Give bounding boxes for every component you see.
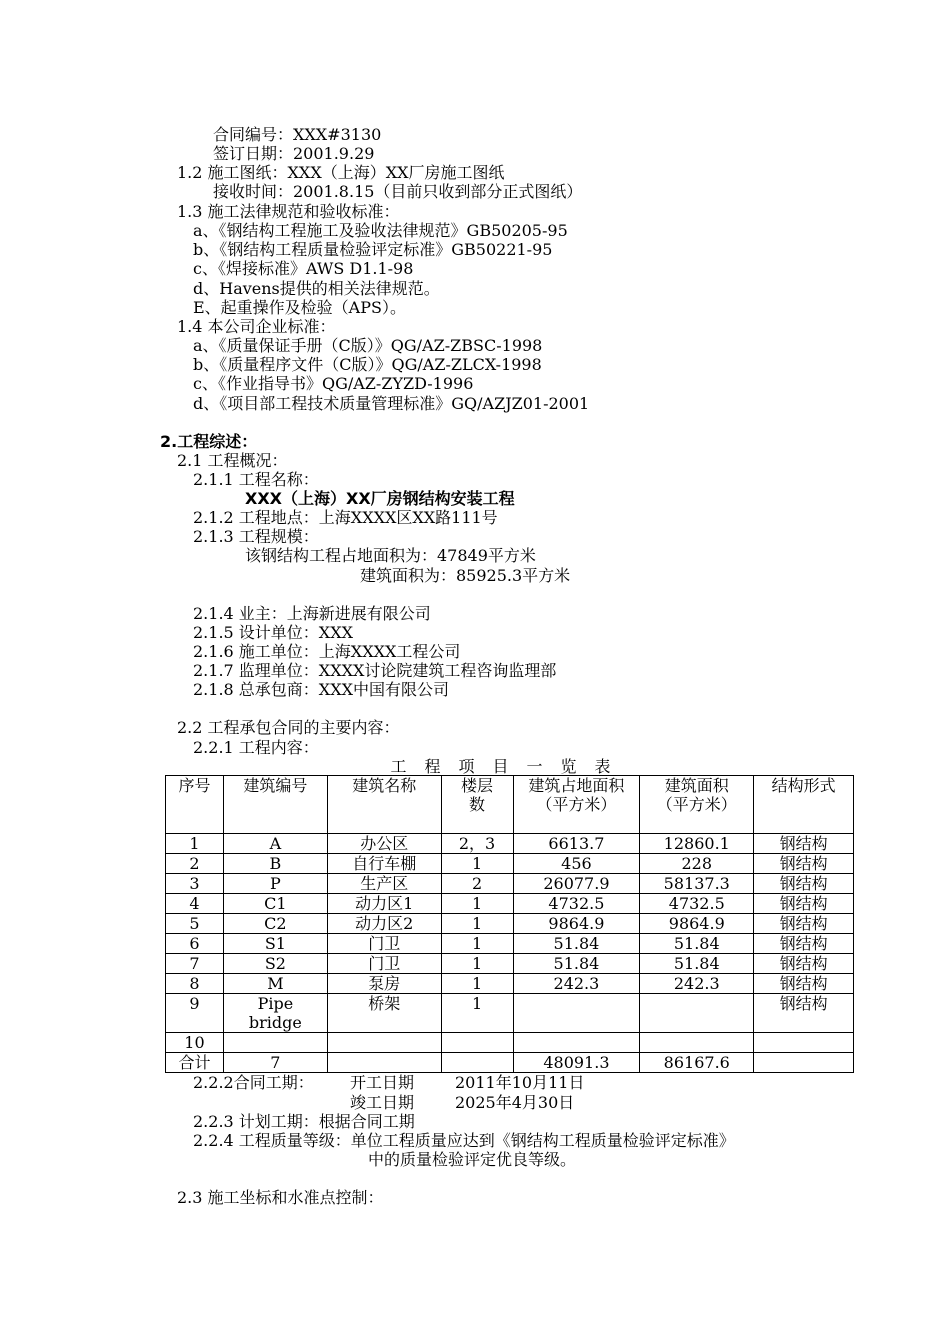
table-total-cell: 合计 [166, 1053, 224, 1073]
table-cell: 6613.7 [513, 834, 640, 854]
header-cell: 建筑名称 [327, 776, 441, 834]
table-cell: 钢结构 [754, 954, 854, 974]
table-cell: 1 [441, 854, 513, 874]
table-cell: 58137.3 [640, 874, 754, 894]
table-cell [640, 1033, 754, 1053]
table-cell: 动力区2 [327, 914, 441, 934]
table-cell: 9864.9 [513, 914, 640, 934]
table-cell: Pipe bridge [223, 994, 327, 1033]
table-cell: 6 [166, 934, 224, 954]
table-cell [640, 994, 754, 1033]
table-cell: 桥架 [327, 994, 441, 1033]
project-name: XXX（上海）XX厂房钢结构安装工程 [245, 489, 515, 508]
project-table [165, 775, 854, 1073]
table-row [166, 894, 854, 914]
table-cell: 2，3 [441, 834, 513, 854]
table-cell: 钢结构 [754, 894, 854, 914]
table-cell: 泵房 [327, 974, 441, 994]
table-cell: 1 [441, 974, 513, 994]
contract-period-label: 2.2.2合同工期： [193, 1073, 314, 1092]
section-2-heading: 2.工程综述： [160, 432, 258, 451]
building-area: 建筑面积为：85925.3平方米 [360, 566, 571, 585]
table-total-cell [441, 1053, 513, 1073]
quality-grade: 2.2.4 工程质量等级：单位工程质量应达到《钢结构工程质量检验评定标准》 [193, 1131, 735, 1150]
table-cell [327, 1033, 441, 1053]
table-cell: 钢结构 [754, 854, 854, 874]
table-cell: 钢结构 [754, 914, 854, 934]
table-cell: 8 [166, 974, 224, 994]
table-cell: 456 [513, 854, 640, 874]
table-total-cell [754, 1053, 854, 1073]
table-cell: 228 [640, 854, 754, 874]
header-cell: 序号 [166, 776, 224, 834]
table-cell: 3 [166, 874, 224, 894]
standard-item: a、《钢结构工程施工及验收法律规范》GB50205-95 [193, 221, 568, 240]
table-cell [223, 1033, 327, 1053]
section-1-2-drawings: 1.2 施工图纸：XXX（上海）XX厂房施工图纸 [177, 163, 505, 182]
table-cell: C1 [223, 894, 327, 914]
table-cell: 2 [441, 874, 513, 894]
table-cell: A [223, 834, 327, 854]
table-cell: 办公区 [327, 834, 441, 854]
table-cell: 51.84 [513, 954, 640, 974]
sign-date: 签订日期：2001.9.29 [213, 144, 375, 163]
section-2-1-heading: 2.1 工程概况： [177, 451, 288, 470]
quality-grade-continued: 中的质量检验评定优良等级。 [368, 1150, 577, 1169]
table-cell: 1 [441, 894, 513, 914]
table-cell: 5 [166, 914, 224, 934]
table-cell: 1 [441, 914, 513, 934]
table-total-row [166, 1053, 854, 1073]
table-cell: 钢结构 [754, 934, 854, 954]
section-2-2-heading: 2.2 工程承包合同的主要内容： [177, 718, 400, 737]
table-cell: 4732.5 [513, 894, 640, 914]
design-unit: 2.1.5 设计单位：XXX [193, 623, 353, 642]
table-cell: 12860.1 [640, 834, 754, 854]
end-date-label: 竣工日期 [350, 1093, 415, 1112]
supervision-unit: 2.1.7 监理单位：XXXX讨论院建筑工程咨询监理部 [193, 661, 557, 680]
table-cell [441, 1033, 513, 1053]
company-standard-item: c、《作业指导书》QG/AZ-ZYZD-1996 [193, 374, 474, 393]
receive-time: 接收时间：2001.8.15（目前只收到部分正式图纸） [213, 182, 583, 201]
table-total-cell: 7 [223, 1053, 327, 1073]
planned-period: 2.2.3 计划工期：根据合同工期 [193, 1112, 415, 1131]
table-cell: 钢结构 [754, 874, 854, 894]
table-cell: 242.3 [640, 974, 754, 994]
standard-item: E、起重操作及检验（APS）。 [193, 298, 406, 317]
project-name-label: 2.1.1 工程名称： [193, 470, 319, 489]
standard-item: d、Havens提供的相关法律规范。 [193, 279, 440, 298]
table-cell: P [223, 874, 327, 894]
table-cell [754, 1033, 854, 1053]
table-cell: 生产区 [327, 874, 441, 894]
section-1-3-heading: 1.3 施工法律规范和验收标准： [177, 202, 400, 221]
table-row [166, 1033, 854, 1053]
table-row [166, 954, 854, 974]
header-cell: 建筑编号 [223, 776, 327, 834]
table-cell: 4 [166, 894, 224, 914]
company-standard-item: a、《质量保证手册（C版）》QG/AZ-ZBSC-1998 [193, 336, 543, 355]
owner: 2.1.4 业主：上海新进展有限公司 [193, 604, 431, 623]
table-cell: 2 [166, 854, 224, 874]
section-2-3-heading: 2.3 施工坐标和水准点控制： [177, 1188, 384, 1207]
company-standard-item: b、《质量程序文件（C版）》QG/AZ-ZLCX-1998 [193, 355, 542, 374]
project-location: 2.1.2 工程地点：上海XXXX区XX路111号 [193, 508, 498, 527]
table-cell: S2 [223, 954, 327, 974]
start-date-label: 开工日期 [350, 1073, 415, 1092]
table-row [166, 994, 854, 1033]
footprint-area: 该钢结构工程占地面积为：47849平方米 [245, 546, 536, 565]
end-date: 2025年4月30日 [455, 1093, 575, 1112]
header-cell: 建筑面积（平方米） [640, 776, 754, 834]
table-cell: M [223, 974, 327, 994]
contract-number: 合同编号：XXX#3130 [213, 125, 382, 144]
table-cell: 门卫 [327, 934, 441, 954]
general-contractor: 2.1.8 总承包商：XXX中国有限公司 [193, 680, 449, 699]
header-cell: 结构形式 [754, 776, 854, 834]
start-date: 2011年10月11日 [455, 1073, 585, 1092]
table-cell: 钢结构 [754, 834, 854, 854]
table-header-row [166, 776, 854, 834]
standard-item: c、《焊接标准》AWS D1.1-98 [193, 259, 414, 278]
section-1-4-heading: 1.4 本公司企业标准： [177, 317, 336, 336]
table-cell: 242.3 [513, 974, 640, 994]
table-cell [513, 994, 640, 1033]
company-standard-item: d、《项目部工程技术质量管理标准》GQ/AZJZ01-2001 [193, 394, 590, 413]
table-cell: 门卫 [327, 954, 441, 974]
table-title: 工程项目一览表 [390, 757, 629, 776]
table-cell: 9864.9 [640, 914, 754, 934]
table-row [166, 914, 854, 934]
table-row [166, 934, 854, 954]
table-cell: 1 [441, 994, 513, 1033]
table-cell: 1 [441, 934, 513, 954]
table-cell: S1 [223, 934, 327, 954]
table-cell: 51.84 [513, 934, 640, 954]
project-scale-label: 2.1.3 工程规模： [193, 527, 319, 546]
table-cell: 1 [441, 954, 513, 974]
table-cell: 10 [166, 1033, 224, 1053]
table-total-cell: 48091.3 [513, 1053, 640, 1073]
table-cell: B [223, 854, 327, 874]
table-cell: 26077.9 [513, 874, 640, 894]
table-cell [513, 1033, 640, 1053]
table-cell: 4732.5 [640, 894, 754, 914]
table-total-cell: 86167.6 [640, 1053, 754, 1073]
table-cell: 自行车棚 [327, 854, 441, 874]
standard-item: b、《钢结构工程质量检验评定标准》GB50221-95 [193, 240, 553, 259]
section-2-2-1-heading: 2.2.1 工程内容： [193, 738, 319, 757]
table-row [166, 874, 854, 894]
header-cell: 建筑占地面积（平方米） [513, 776, 640, 834]
table-row [166, 834, 854, 854]
table-row [166, 974, 854, 994]
header-cell: 楼层数 [441, 776, 513, 834]
table-cell: 7 [166, 954, 224, 974]
table-cell: 51.84 [640, 934, 754, 954]
table-cell: 1 [166, 834, 224, 854]
table-cell: 51.84 [640, 954, 754, 974]
table-row [166, 854, 854, 874]
table-cell: 9 [166, 994, 224, 1033]
construction-unit: 2.1.6 施工单位：上海XXXX工程公司 [193, 642, 461, 661]
table-total-cell [327, 1053, 441, 1073]
table-cell: C2 [223, 914, 327, 934]
table-cell: 动力区1 [327, 894, 441, 914]
table-cell: 钢结构 [754, 974, 854, 994]
table-cell: 钢结构 [754, 994, 854, 1033]
